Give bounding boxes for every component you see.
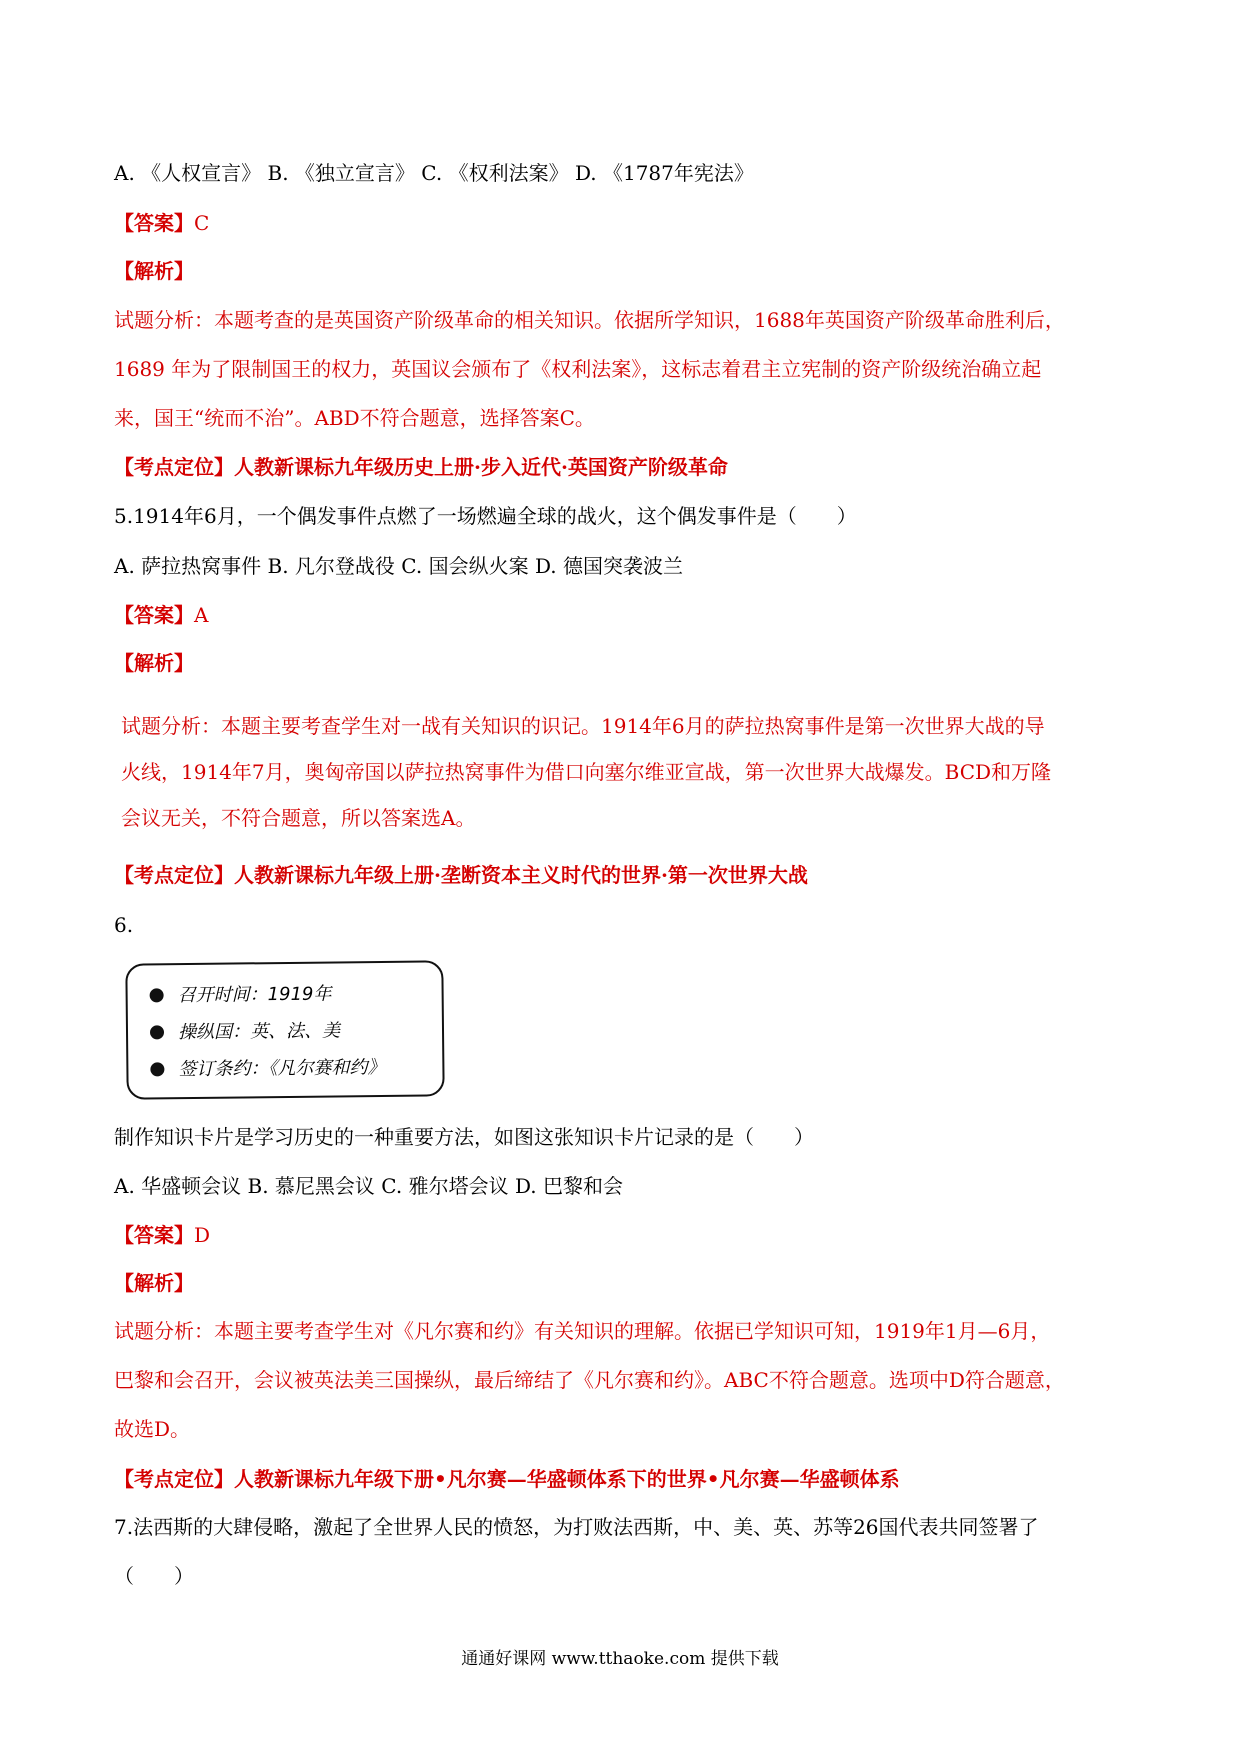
analysis-line: 巴黎和会召开，会议被英法美三国操纵，最后缔结了《凡尔赛和约》。ABC不符合题意。选项中D符合题意， [114, 1368, 1065, 1392]
q6-point: 【考点定位】人教新课标九年级下册•凡尔赛—华盛顿体系下的世界•凡尔赛—华盛顿体系 [114, 1467, 900, 1491]
q5-analysis [121, 703, 1121, 841]
card-row-text: 召开时间：1919年 [177, 983, 332, 1007]
bullet-icon [150, 1062, 164, 1076]
analysis-line: 火线，1914年7月，奥匈帝国以萨拉热窝事件为借口向塞尔维亚宣战，第一次世界大战爆发。BCD和万隆 [121, 760, 1052, 784]
q5-answer [114, 602, 208, 628]
answer-value: D [194, 1223, 211, 1247]
q6-analysis [114, 1307, 1134, 1454]
q5-question: 5.1914年6月，一个偶发事件点燃了一场燃遍全球的战火，这个偶发事件是（ ） [114, 504, 857, 528]
page-footer: 通通好课网 www.tthaoke.com 提供下载 [461, 1649, 779, 1669]
q5-analysis-label: 【解析】 [114, 651, 194, 675]
answer-value: A [194, 603, 209, 627]
q6-question: 制作知识卡片是学习历史的一种重要方法，如图这张知识卡片记录的是（ ） [114, 1125, 814, 1149]
answer-label: 【答案】 [114, 603, 194, 627]
card-row [150, 1020, 340, 1044]
analysis-line: 会议无关，不符合题意，所以答案选A。 [121, 806, 476, 830]
q7-blank: （ ） [114, 1564, 194, 1588]
answer-label: 【答案】 [114, 1223, 194, 1247]
bullet-icon [150, 1025, 164, 1039]
analysis-line: 1689 年为了限制国王的权力，英国议会颁布了《权利法案》，这标志着君主立宪制的资产阶级统治确立起 [114, 357, 1042, 381]
q4-answer [114, 210, 209, 236]
analysis-line: 试题分析：本题考查的是英国资产阶级革命的相关知识。依据所学知识，1688年英国资产阶级革命胜利后， [114, 308, 1065, 332]
q5-options: A. 萨拉热窝事件 B. 凡尔登战役 C. 国会纵火案 D. 德国突袭波兰 [114, 554, 683, 578]
analysis-line: 试题分析：本题主要考查学生对《凡尔赛和约》有关知识的理解。依据已学知识可知，1919年1月—6月， [114, 1319, 1051, 1343]
card-row-text: 操纵国：英、法、美 [177, 1020, 341, 1044]
q7-question: 7.法西斯的大肆侵略，激起了全世界人民的愤怒，为打败法西斯，中、美、英、苏等26国代表共同签署了 [114, 1515, 1039, 1539]
q6-number: 6. [114, 913, 134, 937]
analysis-line: 试题分析：本题主要考查学生对一战有关知识的识记。1914年6月的萨拉热窝事件是第一次世界大战的导 [121, 714, 1045, 738]
card-row-text: 签订条约：《凡尔赛和约》 [178, 1056, 386, 1081]
q6-analysis-label: 【解析】 [114, 1271, 194, 1295]
q6-answer [114, 1222, 210, 1248]
q6-options: A. 华盛顿会议 B. 慕尼黑会议 C. 雅尔塔会议 D. 巴黎和会 [114, 1174, 623, 1198]
q4-analysis-label: 【解析】 [114, 259, 194, 283]
answer-value: C [194, 211, 210, 235]
analysis-line: 故选D。 [114, 1417, 191, 1441]
q5-point: 【考点定位】人教新课标九年级上册·垄断资本主义时代的世界·第一次世界大战 [114, 863, 808, 887]
knowledge-card [125, 960, 444, 1099]
card-row [150, 984, 332, 1008]
q4-analysis [114, 296, 1134, 443]
q4-point: 【考点定位】人教新课标九年级历史上册·步入近代·英国资产阶级革命 [114, 455, 728, 479]
q4-options: A. 《人权宣言》 B. 《独立宣言》 C. 《权利法案》 D. 《1787年宪法》 [114, 161, 754, 185]
bullet-icon [150, 988, 164, 1002]
answer-label: 【答案】 [114, 211, 194, 235]
analysis-line: 来，国王“统而不治”。ABD不符合题意，选择答案C。 [114, 406, 595, 430]
card-row [150, 1057, 385, 1081]
